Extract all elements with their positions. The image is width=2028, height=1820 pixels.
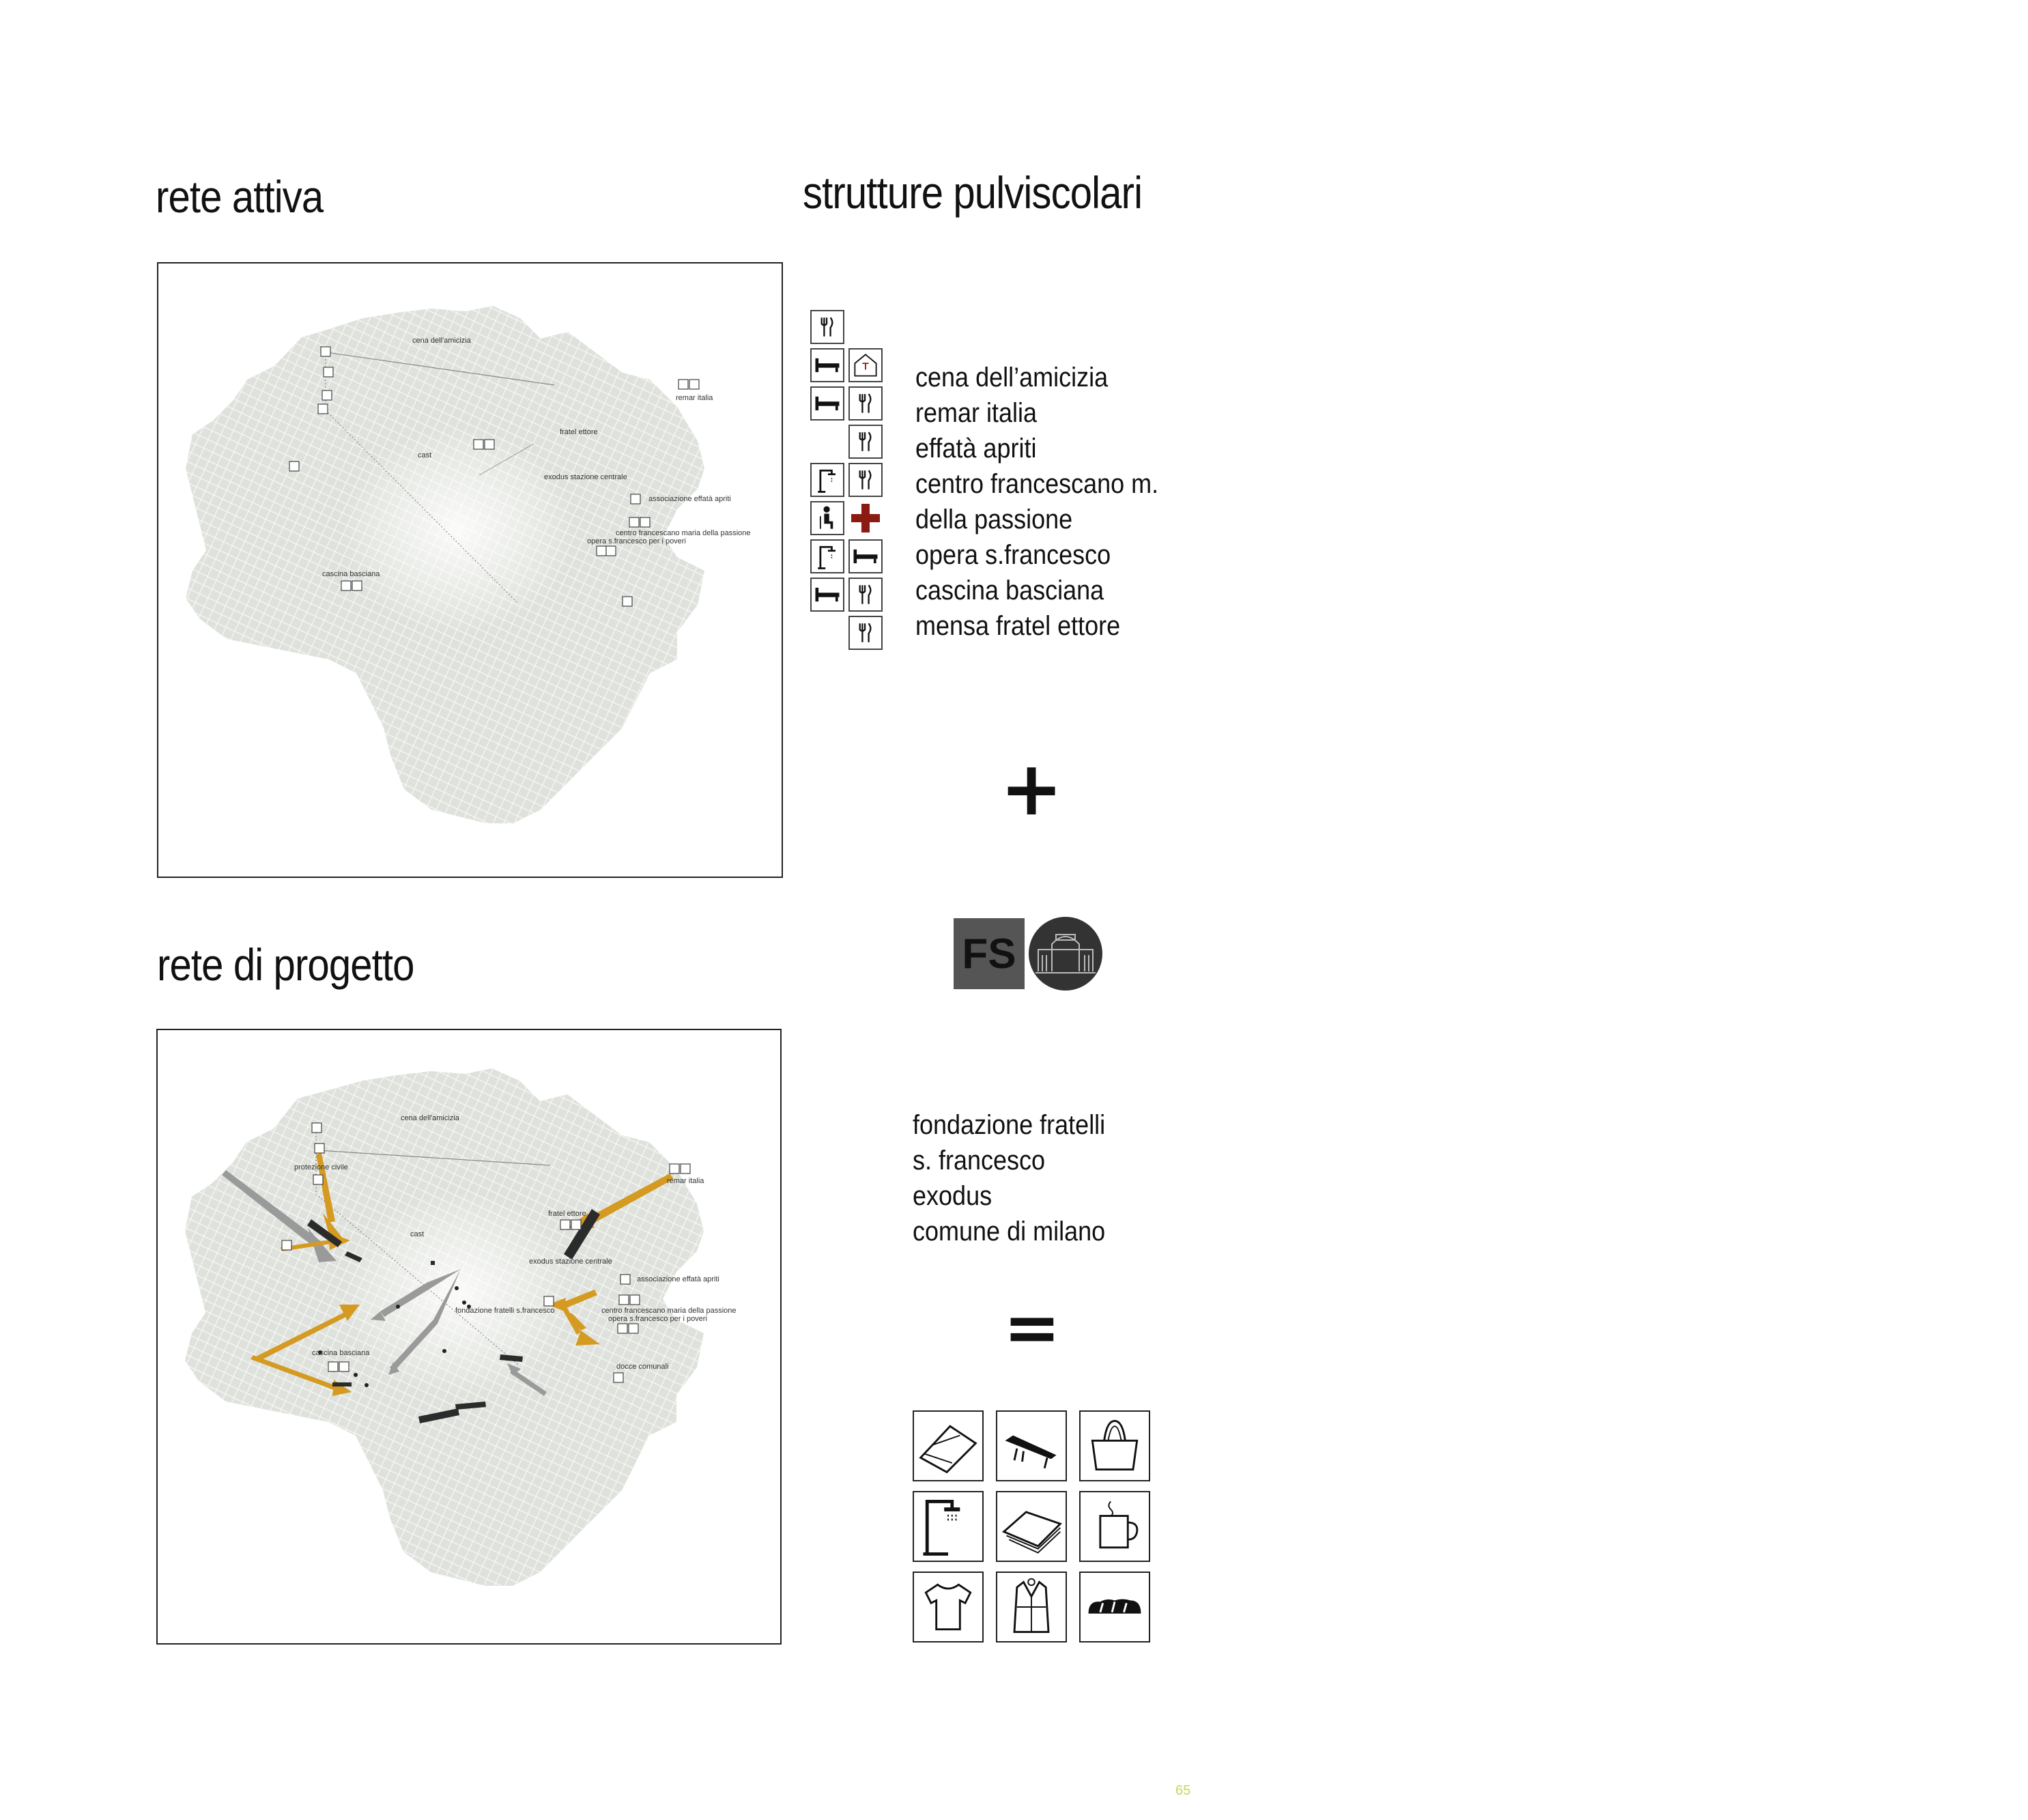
fork-knife-icon <box>848 425 883 459</box>
map1-label-opera: opera s.francesco per i poveri <box>587 537 686 545</box>
seated-person-icon <box>810 501 844 535</box>
map2-label-fondazione: fondazione fratelli s.francesco <box>455 1307 555 1315</box>
map1-label-remar: remar italia <box>676 394 713 402</box>
map2-label-effata: associazione effatà apriti <box>637 1275 719 1283</box>
bed-icon <box>848 539 883 573</box>
structure-item: remar italia <box>915 398 1038 428</box>
title-rete-attiva: rete attiva <box>156 171 324 222</box>
map2-label-cascina: cascina basciana <box>312 1349 370 1357</box>
map1-label-cast: cast <box>418 451 432 459</box>
towel-icon <box>996 1491 1067 1562</box>
cot-icon <box>996 1410 1067 1481</box>
bed-icon <box>810 386 844 421</box>
structure-item: cena dell’amicizia <box>915 362 1109 393</box>
bag-icon <box>1079 1410 1150 1481</box>
fork-knife-icon <box>810 310 844 344</box>
map2-label-docce: docce comunali <box>616 1363 669 1371</box>
bed-icon <box>810 578 844 612</box>
arch-gate-icon <box>1029 917 1102 991</box>
structure-item: della passione <box>915 504 1073 535</box>
map2-label-protezione: protezione civile <box>294 1163 348 1171</box>
cup-icon <box>1079 1491 1150 1562</box>
structure-item: centro francescano m. <box>915 469 1159 499</box>
structure-item: mensa fratel ettore <box>915 611 1121 641</box>
city-map-project-svg <box>158 1030 780 1643</box>
fs-logo: FS <box>954 918 1025 989</box>
map2-label-exodus: exodus stazione centrale <box>529 1257 612 1266</box>
fork-knife-icon <box>848 463 883 497</box>
title-strutture-pulviscolari: strutture pulviscolari <box>803 167 1143 218</box>
partner-item: comune di milano <box>913 1217 1106 1247</box>
tshirt-icon <box>913 1572 984 1643</box>
bread-icon <box>1079 1572 1150 1643</box>
shower-icon <box>810 463 844 497</box>
fork-knife-icon <box>848 386 883 421</box>
map1-label-cena: cena dell'amicizia <box>412 337 471 345</box>
page-number: 65 <box>1175 1783 1191 1798</box>
map2-label-fratel: fratel ettore <box>548 1210 586 1218</box>
house-icon <box>848 348 883 382</box>
shower-icon <box>810 539 844 573</box>
map1-label-centro: centro francescano maria della passione <box>616 529 751 537</box>
bathrobe-icon <box>996 1572 1067 1643</box>
map1-label-fratel: fratel ettore <box>560 428 598 436</box>
equals-sign: = <box>1003 1288 1061 1367</box>
sleeping-bag-icon <box>913 1410 984 1481</box>
map2-label-opera: opera s.francesco per i poveri <box>608 1315 707 1323</box>
fork-knife-icon <box>848 616 883 650</box>
map2-label-cena: cena dell'amicizia <box>401 1114 459 1122</box>
structure-item: effatà apriti <box>915 433 1037 464</box>
fork-knife-icon <box>848 578 883 612</box>
map1-label-cascina: cascina basciana <box>322 570 380 578</box>
map1-label-exodus: exodus stazione centrale <box>544 473 627 481</box>
shower-icon <box>913 1491 984 1562</box>
red-cross-icon <box>848 501 883 535</box>
bed-icon <box>810 348 844 382</box>
partner-item: s. francesco <box>913 1146 1046 1176</box>
map-rete-attiva <box>157 262 783 878</box>
partners-list <box>913 1107 1105 1249</box>
map2-label-centro: centro francescano maria della passione <box>601 1307 737 1315</box>
partner-item: exodus <box>913 1181 992 1211</box>
plus-sign: + <box>1000 745 1063 832</box>
structure-item: cascina basciana <box>915 575 1104 606</box>
map-rete-di-progetto <box>156 1029 782 1645</box>
city-map-svg <box>158 264 782 877</box>
map2-label-cast: cast <box>410 1230 425 1238</box>
map2-label-remar: remar italia <box>667 1177 704 1185</box>
map1-label-effata: associazione effatà apriti <box>648 495 731 503</box>
title-rete-di-progetto: rete di progetto <box>157 939 414 990</box>
structures-list <box>915 360 1158 644</box>
structure-item: opera s.francesco <box>915 540 1111 570</box>
partner-item: fondazione fratelli <box>913 1110 1106 1140</box>
